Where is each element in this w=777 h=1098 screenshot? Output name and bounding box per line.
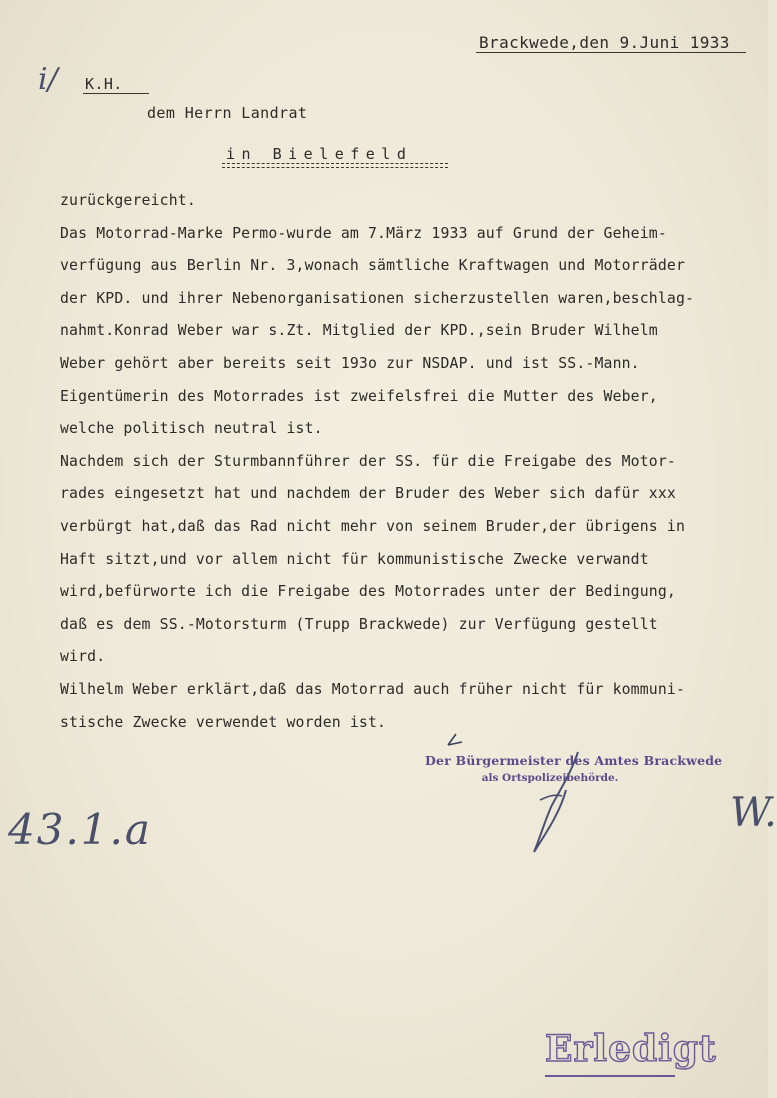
- body-line: der KPD. und ihrer Nebenorganisationen sicherzustellen waren,beschlag-: [60, 289, 695, 307]
- body-line: daß es dem SS.-Motorsturm (Trupp Brackwede) zur Verfügung gestellt: [60, 615, 658, 633]
- body-line: welche politisch neutral ist.: [60, 420, 323, 438]
- body-line: verfügung aus Berlin Nr. 3,wonach sämtliche Kraftwagen und Motorräder: [60, 257, 686, 275]
- body-line: wird,befürworte ich die Freigabe des Motorrades unter der Bedingung,: [60, 583, 676, 601]
- signature-stroke: [540, 795, 562, 800]
- body-line: Das Motorrad-Marke Permo-wurde am 7.März 1933 auf Grund der Geheim-: [60, 224, 667, 242]
- body-line: zurückgereicht.: [60, 192, 196, 209]
- signature-stroke: [534, 752, 578, 852]
- body-line: Weber gehört aber bereits seit 193o zur NSDAP. und ist SS.-Mann.: [60, 354, 640, 372]
- stamp-line-2: als Ortspolizeibehörde.: [481, 772, 619, 784]
- body-line: Haft sitzt,und vor allem nicht für kommunistische Zwecke verwandt: [60, 550, 649, 568]
- recipient-line-1: dem Herrn Landrat: [147, 104, 308, 122]
- recipient-line-2: in Bielefeld: [226, 145, 413, 163]
- handwritten-mark-top: i/: [38, 62, 58, 97]
- body-line: rades eingesetzt hat und nachdem der Bruder des Weber sich dafür xxx: [60, 485, 676, 503]
- body-line: stische Zwecke verwendet worden ist.: [60, 713, 387, 731]
- initials: K.H.: [85, 75, 123, 93]
- erledigt-stamp: Erledigt: [545, 1028, 717, 1070]
- body-line: Wilhelm Weber erklärt,daß das Motorrad auch früher nicht für kommuni-: [60, 680, 686, 698]
- handwritten-file-number: 43.1.a: [8, 805, 152, 854]
- body-line: Eigentümerin des Motorrades ist zweifelsfrei die Mutter des Weber,: [60, 387, 658, 405]
- handwritten-initial: W.: [730, 790, 777, 836]
- body-line: wird.: [60, 648, 106, 666]
- body-line: nahmt.Konrad Weber war s.Zt. Mitglied der KPD.,sein Bruder Wilhelm: [60, 322, 658, 340]
- erledigt-underline: [545, 1075, 675, 1077]
- signature-stroke: [448, 734, 462, 745]
- body-line: verbürgt hat,daß das Rad nicht mehr von seinem Bruder,der übrigens in: [60, 517, 686, 535]
- letter-date: Brackwede,den 9.Juni 1933: [479, 33, 730, 52]
- stamp-line-1: Der Bürgermeister des Amtes Brackwede: [425, 753, 723, 768]
- body-line: Nachdem sich der Sturmbannführer der SS. für die Freigabe des Motor-: [60, 452, 676, 470]
